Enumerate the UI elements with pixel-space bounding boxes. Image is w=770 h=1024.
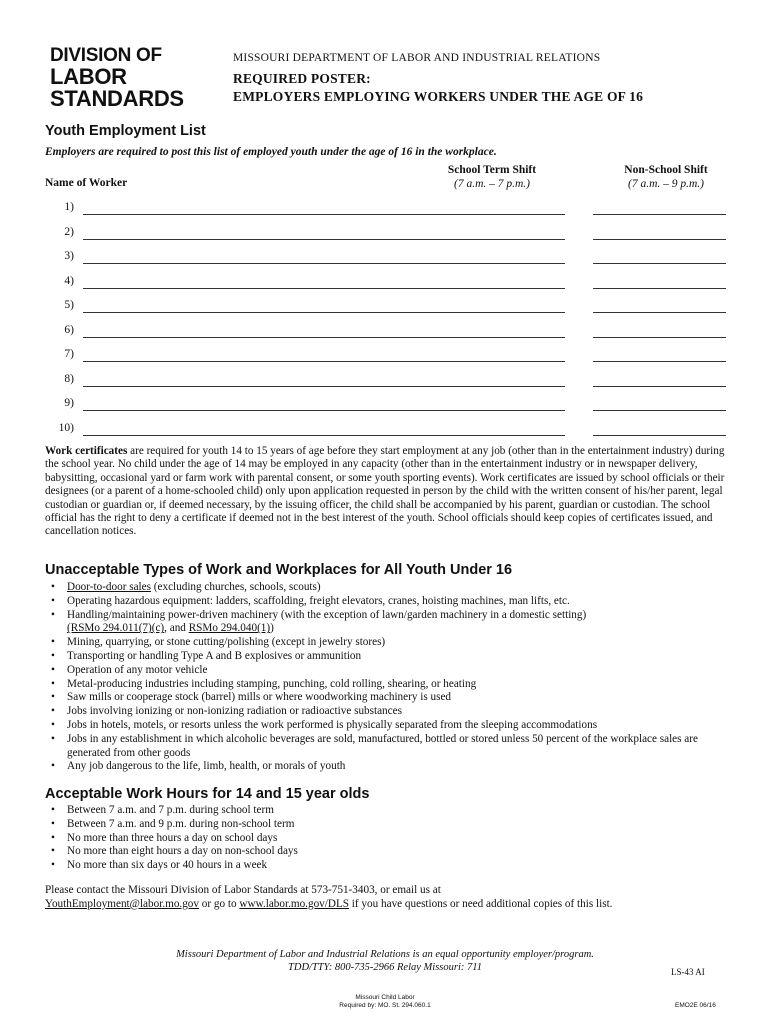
youth-list-title: Youth Employment List	[45, 123, 206, 139]
small-print	[0, 994, 770, 1010]
worker-row	[40, 297, 740, 322]
website-link[interactable]: www.labor.mo.gov/DLS	[239, 897, 349, 910]
worker-row	[40, 395, 740, 420]
list-item: • Between 7 a.m. and 7 p.m. during school term	[45, 804, 735, 818]
form-number: LS-43 AI	[671, 967, 705, 977]
row-number: 1)	[64, 201, 74, 213]
row-number: 7)	[64, 348, 74, 360]
work-certificates-text: are required for youth 14 to 15 years of age before they start employment at any job (other than in the entertainment industry) during the school year. No child under the age of 14 may be employed in any capacity (other than in the entertainment industry or in newspaper delivery, babysitting, occasional yard or farm work with parental consent, or some youth sporting events). Work certificates are issued by school officials or their designees (or a parent of a home-schooled child) only upon application requested in person by the child with the written consent of his/her parent, legal custodian or guardian or, if deemed necessary, by the issuing officer, the child shall be accompanied by his parent, guardian or custodian. The school official has the right to deny a certificate if deemed not in the best interest of the youth. School officials should keep copies of certificates issued, and cancellation notices.	[45, 445, 725, 538]
contact-text: if you have questions or need additional copies of this list.	[349, 897, 613, 910]
worker-name-line[interactable]	[83, 410, 435, 411]
email-link[interactable]: YouthEmployment@labor.mo.gov	[45, 897, 199, 910]
work-certificates-lead: Work certificates	[45, 445, 128, 457]
school-shift-line[interactable]	[432, 312, 565, 313]
list-item: • No more than three hours a day on school days	[45, 832, 735, 846]
col-school-title: School Term Shift	[447, 164, 537, 176]
row-number: 2)	[64, 225, 74, 238]
list-item: • Jobs in hotels, motels, or resorts unless the work performed is physically separated from the sleeping accommodations	[45, 719, 735, 733]
work-certificates-paragraph	[45, 445, 727, 539]
school-shift-line[interactable]	[432, 214, 565, 215]
tdd-line: TDD/TTY: 800-735-2966 Relay Missouri: 711	[288, 962, 482, 973]
contact-text: Please contact the Missouri Division of Labor Standards at 573-751-3403, or email us at	[45, 884, 441, 896]
row-number: 4)	[64, 274, 74, 287]
school-shift-line[interactable]	[432, 263, 565, 264]
school-shift-line[interactable]	[432, 239, 565, 240]
eeo-statement: Missouri Department of Labor and Industrial Relations is an equal opportunity employer/program.	[176, 949, 594, 960]
school-shift-line[interactable]	[432, 410, 565, 411]
col-nonschool-hours: (7 a.m. – 9 p.m.)	[627, 178, 705, 190]
nonschool-shift-line[interactable]	[593, 263, 726, 264]
form-code: EMO2E 06/16	[675, 1002, 716, 1009]
logo-line-1: DIVISION OF	[50, 45, 162, 66]
worker-row	[40, 322, 740, 347]
list-item: • Metal-producing industries including stamping, punching, cold rolling, shearing, or heating	[45, 678, 735, 692]
worker-row	[40, 273, 740, 298]
row-number: 10)	[58, 421, 74, 434]
contact-paragraph	[45, 884, 735, 911]
rsmo-294-011-link[interactable]: (RSMo 294.011(7)(c)	[67, 622, 165, 635]
list-item: • Jobs involving ionizing or non-ionizing radiation or radioactive substances	[45, 705, 735, 719]
hours-title: Acceptable Work Hours for 14 and 15 year olds	[45, 786, 370, 802]
department-name: MISSOURI DEPARTMENT OF LABOR AND INDUSTRIAL RELATIONS	[233, 52, 601, 64]
unacceptable-list	[45, 581, 735, 774]
division-logo	[50, 46, 184, 110]
list-item: • No more than six days or 40 hours in a week	[45, 859, 735, 873]
list-item: • Operating hazardous equipment: ladders, scaffolding, freight elevators, cranes, hoisting machines, man lifts, etc.	[45, 595, 735, 609]
list-item: • Jobs in any establishment in which alcoholic beverages are sold, manufactured, bottled or stored unless 50 percent of the workplace sales are generated from other goods	[45, 733, 735, 761]
list-item-text: (excluding churches, schools, scouts)	[150, 581, 321, 593]
nonschool-shift-line[interactable]	[593, 312, 726, 313]
school-shift-line[interactable]	[432, 337, 565, 338]
logo-line-3: STANDARDS	[50, 86, 184, 111]
list-item-text: , and	[164, 622, 189, 635]
nonschool-shift-line[interactable]	[593, 239, 726, 240]
unacceptable-title: Unacceptable Types of Work and Workplaces for All Youth Under 16	[45, 562, 513, 578]
school-shift-line[interactable]	[432, 386, 565, 387]
row-number: 6)	[64, 323, 74, 336]
col-school-header	[412, 163, 572, 191]
nonschool-shift-line[interactable]	[593, 386, 726, 387]
school-shift-line[interactable]	[432, 361, 565, 362]
school-shift-line[interactable]	[432, 288, 565, 289]
list-item: • Mining, quarrying, or stone cutting/polishing (except in jewelry stores)	[45, 636, 735, 650]
list-item-text: Handling/maintaining power-driven machinery (with the exception of lawn/garden machinery in a domestic setting)	[67, 608, 587, 621]
worker-rows	[40, 199, 740, 444]
worker-row	[40, 224, 740, 249]
worker-row	[40, 371, 740, 396]
nonschool-shift-line[interactable]	[593, 410, 726, 411]
list-item	[45, 609, 735, 637]
nonschool-shift-line[interactable]	[593, 288, 726, 289]
worker-name-line[interactable]	[83, 312, 435, 313]
worker-name-line[interactable]	[83, 435, 435, 436]
worker-name-line[interactable]	[83, 337, 435, 338]
row-number: 9)	[64, 397, 74, 409]
school-shift-line[interactable]	[432, 435, 565, 436]
nonschool-shift-line[interactable]	[593, 214, 726, 215]
rsmo-294-040-link[interactable]: RSMo 294.040(1)	[188, 622, 271, 635]
col-name-header: Name of Worker	[45, 177, 128, 189]
logo-line-2: LABOR	[50, 64, 127, 89]
contact-text: or go to	[199, 897, 240, 910]
nonschool-shift-line[interactable]	[593, 435, 726, 436]
worker-row	[40, 248, 740, 273]
worker-name-line[interactable]	[83, 361, 435, 362]
poster-subject: EMPLOYERS EMPLOYING WORKERS UNDER THE AGE OF 16	[233, 89, 644, 104]
list-item: • Operation of any motor vehicle	[45, 664, 735, 678]
row-number: 3)	[64, 250, 74, 262]
row-number: 5)	[64, 299, 74, 311]
col-school-hours: (7 a.m. – 7 p.m.)	[453, 178, 531, 190]
nonschool-shift-line[interactable]	[593, 361, 726, 362]
poster-header	[233, 52, 643, 106]
worker-row	[40, 346, 740, 371]
worker-row	[40, 199, 740, 224]
nonschool-shift-line[interactable]	[593, 337, 726, 338]
worker-name-line[interactable]	[83, 239, 435, 240]
list-item: • No more than eight hours a day on non-school days	[45, 845, 735, 859]
required-poster-label: REQUIRED POSTER:	[233, 71, 371, 86]
worker-name-line[interactable]	[83, 386, 435, 387]
worker-name-line[interactable]	[83, 263, 435, 264]
small-requirement: Required by: MO. St. 294.060.1	[339, 1002, 431, 1009]
small-title: Missouri Child Labor	[355, 994, 415, 1001]
col-nonschool-header	[586, 163, 746, 191]
list-item: • Any job dangerous to the life, limb, health, or morals of youth	[45, 760, 735, 774]
worker-name-line[interactable]	[83, 288, 435, 289]
worker-name-line[interactable]	[83, 214, 435, 215]
list-item-text: )	[270, 622, 274, 635]
youth-list-instruction: Employers are required to post this list of employed youth under the age of 16 in the workplace.	[45, 146, 497, 158]
col-nonschool-title: Non-School Shift	[624, 164, 708, 176]
list-item: • Transporting or handling Type A and B explosives or ammunition	[45, 650, 735, 664]
list-item	[45, 581, 735, 595]
row-number: 8)	[64, 372, 74, 385]
door-to-door-link[interactable]: Door-to-door sales	[67, 581, 151, 593]
footer	[0, 948, 770, 974]
list-item: • Between 7 a.m. and 9 p.m. during non-school term	[45, 818, 735, 832]
hours-list	[45, 804, 735, 873]
list-item: • Saw mills or cooperage stock (barrel) mills or where woodworking machinery is used	[45, 691, 735, 705]
worker-row	[40, 420, 740, 445]
